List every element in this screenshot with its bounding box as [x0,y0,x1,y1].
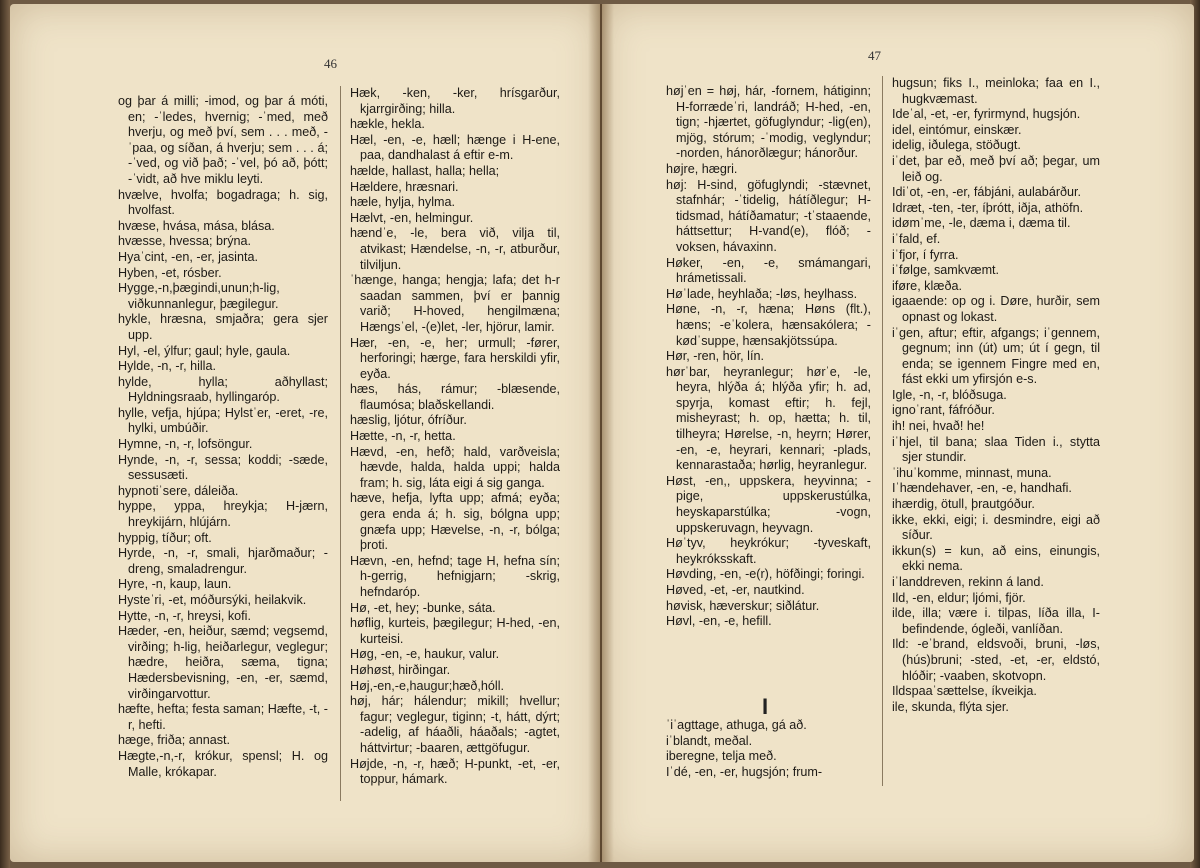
dictionary-entry: Hytte, -n, -r, hreysi, kofi. [118,608,251,623]
dictionary-entry: Høne, -n, -r, hæna; Høns (flt.), hæns; -eˈkolera, hænsakólera; -kødˈsuppe, hænsakjötssúpa. [666,302,871,348]
right-column-2 [892,76,1100,715]
dictionary-entry: Ild: -eˈbrand, eldsvoði, bruni, -løs, (hús)bruni; -sted, -et, -er, eldstó, hlóðir; -vaaben, skotvopn. [892,637,1100,683]
dictionary-entry: ilde, illa; være i. tilpas, líða illa, I-befindende, ógleði, vanlíðan. [892,606,1100,636]
dictionary-entry: iˈlanddreven, rekinn á land. [892,575,1044,589]
dictionary-entry: ˈiˈagttage, athuga, gá að. [666,718,807,732]
dictionary-entry: Høved, -et, -er, nautkind. [666,583,805,597]
dictionary-entry: Hyaˈcint, -en, -er, jasinta. [118,249,258,264]
dictionary-entry: Hysteˈri, -et, móðursýki, heilakvik. [118,593,307,607]
dictionary-entry: ile, skunda, flýta sjer. [892,699,1009,714]
dictionary-entry: iføre, klæða. [892,278,962,293]
dictionary-entry: Ildspaaˈsættelse, íkveikja. [892,684,1037,699]
dictionary-entry: højˈen = høj, hár, -fornem, hátiginn; H-forrædeˈri, landráð; H-hed, -en, tign; -hjærtet, göfuglyndur; -lig(en), mjög, stórum; -ˈmodig, veglyndur; -norden, hánorðlægur; hánorður. [666,84,871,161]
dictionary-entry: ih! nei, hvað! he! [892,419,985,434]
dictionary-entry: hæs, hás, rámur; -blæsende, flaumósa; blaðskellandi. [350,382,560,412]
dictionary-entry: Hyre, -n, kaup, laun. [118,577,232,592]
dictionary-entry: hyppig, tíður; oft. [118,530,212,545]
dictionary-entry: Iˈhændehaver, -en, -e, handhafi. [892,481,1072,496]
dictionary-entry: hæslig, ljótur, ófríður. [350,413,467,428]
dictionary-entry: Igle, -n, -r, blóðsuga. [892,387,1007,402]
right-page [602,4,1194,862]
dictionary-entry: Hør, -ren, hör, lín. [666,349,764,364]
dictionary-entry: hvæse, hvása, mása, blása. [118,218,275,233]
dictionary-entry: iberegne, telja með. [666,749,777,764]
left-page [10,4,600,862]
dictionary-entry: høj: H-sind, göfuglyndi; -stævnet, stafnhár; -ˈtidelig, hátíðlegur; H-tidsmad, hátíðamatur; -tˈstaaende, háttsettur; H-vand(e), flóð; -voksen, hávaxinn. [666,177,871,254]
left-column-1 [118,94,328,780]
dictionary-entry: idel, eintómur, einskær. [892,122,1022,137]
page-number-left: 46 [324,56,337,71]
dictionary-entry: Høhøst, hirðingar. [350,662,451,677]
dictionary-entry: iˈfald, ef. [892,231,941,246]
dictionary-entry: Høst, -en,, uppskera, heyvinna; -pige, uppskerustúlka, heyskaparstúlka; -vogn, uppskeruvagn, heyvagn. [666,473,871,535]
dictionary-entry: Høker, -en, -e, smámangari, hrámetissali. [666,255,871,286]
dictionary-entry: Hæl, -en, -e, hæll; hænge i H-ene, paa, dandhalast á eftir e-m. [350,132,560,163]
column-rule-right [882,76,883,786]
dictionary-entry: Hævd, -en, hefð; hald, varðveisla; hævde, halda, halda uppi; halda fram; h. sig, láta eigi á sig ganga. [350,444,560,490]
dictionary-entry: Idræt, -ten, -ter, íþrótt, iðja, athöfn. [892,200,1084,215]
dictionary-entry: Hældere, hræsnari. [350,179,459,194]
book-edge-left [0,0,10,868]
dictionary-entry: iˈdet, þar eð, með því að; þegar, um leið og. [892,153,1100,184]
dictionary-entry: Hægte,-n,-r, krókur, spensl; H. og Malle, krókapar. [118,748,328,779]
dictionary-entry: hyppe, yppa, hreykja; H-jærn, hreykijárn, hlújárn. [118,499,328,530]
dictionary-entry: iˈfølge, samkvæmt. [892,263,1000,278]
right-column-1-after [666,718,871,780]
dictionary-entry: hugsun; fiks I., meinloka; faa en I., hugkvæmast. [892,76,1100,106]
right-column-1 [666,84,871,630]
dictionary-entry: høflig, kurteis, þægilegur; H-hed, -en, kurteisi. [350,616,560,646]
dictionary-entry: ˈihuˈkomme, minnast, muna. [892,465,1052,480]
dictionary-entry: Hygge,-n,þægindi,unun;h-lig, viðkunnanlegur, þægilegur. [118,281,280,311]
letter-heading-i: I [762,694,769,719]
dictionary-entry: hælde, hallast, halla; hella; [350,163,500,178]
dictionary-entry: Hær, -en, -e, her; urmull; -fører, herforingi; hærge, fara herskildi yfir, eyða. [350,335,560,381]
page-number-right: 47 [868,48,881,63]
dictionary-entry: høj, hár; hálendur; mikill; hvellur; fagur; veglegur, tiginn; -t, hátt, dýrt; -adelig, af háaðli, háaðals; -agtet, háttvirtur; -baaren, ættgöfugur. [350,694,560,755]
dictionary-entry: Hæk, -ken, -ker, hrísgarður, kjarrgirðing; hilla. [350,86,560,116]
dictionary-entry: iˈhjel, til bana; slaa Tiden i., stytta sjer stundir. [892,434,1100,465]
dictionary-entry: Idiˈot, -en, -er, fábjáni, aulabárður. [892,185,1082,200]
dictionary-entry: idømˈme, -le, dæma i, dæma til. [892,216,1071,231]
dictionary-entry: hæfte, hefta; festa saman; Hæfte, -t, -r, hefti. [118,702,328,732]
dictionary-entry: Hævn, -en, hefnd; tage H, hefna sín; h-gerrig, hefnigjarn; -skrig, hefndaróp. [350,553,560,599]
dictionary-entry: ignoˈrant, fáfróður. [892,403,995,418]
dictionary-entry: Høˈtyv, heykrókur; -tyveskaft, heykróksskaft. [666,536,871,566]
dictionary-entry: Hylde, -n, -r, hilla. [118,359,216,374]
dictionary-entry: idelig, iðulega, stöðugt. [892,138,1021,153]
dictionary-entry: iˈfjor, í fyrra. [892,247,959,262]
dictionary-entry: hylle, vefja, hjúpa; Hylstˈer, -eret, -re, hylki, umbúðir. [118,405,328,436]
dictionary-entry: Hætte, -n, -r, hetta. [350,429,456,444]
dictionary-entry: Hynde, -n, -r, sessa; koddi; -sæde, sessusæti. [118,452,328,483]
dictionary-entry: hykle, hræsna, smjaðra; gera sjer upp. [118,312,328,342]
dictionary-entry: Høvding, -en, -e(r), höfðingi; foringi. [666,567,865,582]
dictionary-entry: hæge, friða; annast. [118,733,231,748]
dictionary-entry: igaaende: op og i. Døre, hurðir, sem opnast og lokast. [892,294,1100,324]
dictionary-entry: hypnotiˈsere, dáleiða. [118,483,239,498]
gutter [588,4,614,862]
dictionary-entry: Høg, -en, -e, haukur, valur. [350,647,500,662]
dictionary-entry: hørˈbar, heyranlegur; hørˈe, -le, heyra, hlýða á; hlýða yfir; h. ad, spyrja, komast eftir; h. fejl, misheyrast; h. op, hætta; h. til, tilheyra; Hørelse, -n, heyrn; Hører, -en, -e, heyrari, kennari; -plads, kennarastaða; hørlig, heyranlegur. [666,364,871,473]
dictionary-entry: Hø, -et, hey; -bunke, sáta. [350,600,496,615]
dictionary-entry: Hyl, -el, ýlfur; gaul; hyle, gaula. [118,343,291,358]
dictionary-entry: Hymne, -n, -r, lofsöngur. [118,437,253,452]
dictionary-entry: Hæder, -en, heiður, sæmd; vegsemd, virðing; h-lig, heiðarlegur, veglegur; hædre, heiðra, sæma, tigna; Hædersbevisning, -en, -er, sæmd, virðingarvottur. [118,624,328,701]
dictionary-entry: Iˈdé, -en, -er, hugsjón; frum- [666,764,823,779]
dictionary-entry: ˈhænge, hanga; hengja; lafa; det h-r saadan sammen, því er þannig varið; H-hoved, hengilmæna; Hængsˈel, -(e)let, -ler, hjörur, lamir. [350,273,560,334]
dictionary-entry: højre, hægri. [666,161,738,176]
dictionary-entry: hvæsse, hvessa; brýna. [118,234,251,249]
dictionary-entry: hvælve, hvolfa; bogadraga; h. sig, hvolfast. [118,187,328,218]
dictionary-entry: ihærdig, ötull, þrautgóður. [892,497,1035,512]
dictionary-entry: Høvl, -en, -e, hefill. [666,614,772,629]
dictionary-entry: ikke, ekki, eigi; i. desmindre, eigi að síður. [892,512,1100,543]
left-column-2 [350,86,560,788]
dictionary-entry: Hyrde, -n, -r, smali, hjarðmaður; -dreng, smaladrengur. [118,546,328,576]
dictionary-entry: hækle, hekla. [350,117,425,132]
dictionary-entry: Høˈlade, heyhlaða; -løs, heylhass. [666,286,858,301]
dictionary-entry: Høj,-en,-e,haugur;hæð,hóll. [350,678,505,693]
dictionary-entry: hæle, hylja, hylma. [350,195,455,210]
dictionary-entry: ikkun(s) = kun, að eins, einungis, ekki nema. [892,543,1100,574]
dictionary-entry: høvisk, hæverskur; siðlátur. [666,598,820,613]
dictionary-entry: iˈblandt, meðal. [666,733,753,748]
dictionary-entry: Hælvt, -en, helmingur. [350,210,474,225]
dictionary-entry: hylde, hylla; aðhyllast; Hyldningsraab, hyllingaróp. [118,374,328,405]
dictionary-entry: hæve, hefja, lyfta upp; afmá; eyða; gera enda á; h. sig, bólgna upp; gnæfa upp; Hævelse, -n, -r, bólga; þroti. [350,491,560,553]
dictionary-entry: Højde, -n, -r, hæð; H-punkt, -et, -er, toppur, hámark. [350,756,560,787]
dictionary-entry: og þar á milli; -imod, og þar á móti, en; -ˈledes, hvernig; -ˈmed, með hverju, og með því, sem . . . með, -ˈpaa, og síðan, á hverju; sem . . . á; -ˈved, og við það; -ˈvel, þó að, þótt; -ˈvidt, að hve miklu leyti. [118,94,328,186]
dictionary-entry: Ideˈal, -et, -er, fyrirmynd, hugsjón. [892,107,1081,122]
dictionary-entry: Ild, -en, eldur; ljómi, fjör. [892,590,1026,605]
dictionary-entry: Hyben, -et, rósber. [118,265,222,280]
dictionary-entry: hændˈe, -le, bera við, vilja til, atvikast; Hændelse, -n, -r, atburður, tilviljun. [350,226,560,272]
column-rule-left [340,86,341,801]
dictionary-entry: iˈgen, aftur; eftir, afgangs; iˈgennem, gegnum; inn (út) um; út í gegn, til enda; se igennem Fingre med en, fást ekki um yfirsjón e-s. [892,325,1100,387]
